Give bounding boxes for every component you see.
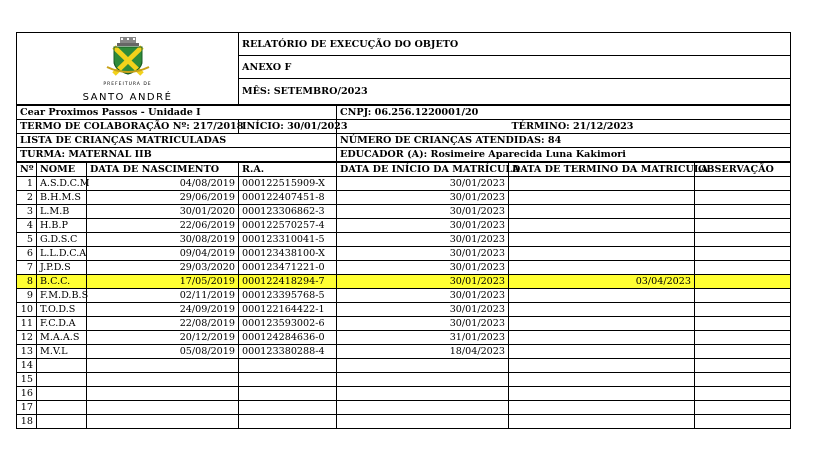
row-start-date: 30/01/2023 [337,205,509,219]
row-observation [695,401,791,415]
row-number: 17 [17,401,37,415]
row-end-date [509,205,695,219]
row-number: 5 [17,233,37,247]
row-birth-date: 22/08/2019 [87,317,239,331]
row-start-date: 30/01/2023 [337,289,509,303]
santo-andre-coat-of-arms-icon [105,37,151,77]
roster-table [16,162,791,429]
row-birth-date [87,373,239,387]
row-birth-date: 29/06/2019 [87,191,239,205]
row-ra [239,401,337,415]
row-name: A.S.D.C.M [37,177,87,191]
start-label: INÍCIO: 30/01/2023 [239,120,337,134]
row-end-date [509,233,695,247]
row-number: 1 [17,177,37,191]
row-number: 15 [17,373,37,387]
table-row [17,415,791,429]
row-number: 9 [17,289,37,303]
row-observation [695,205,791,219]
row-end-date [509,247,695,261]
row-ra: 000124284636-0 [239,331,337,345]
roster-header-row [17,163,791,177]
row-observation [695,289,791,303]
row-ra [239,415,337,429]
report-title: RELATÓRIO DE EXECUÇÃO DO OBJETO [239,33,791,56]
row-end-date [509,387,695,401]
col-header-number: Nº [17,163,37,177]
row-name [37,373,87,387]
col-header-start: DATA DE INÍCIO DA MATRÍCULA [337,163,509,177]
row-number: 4 [17,219,37,233]
header-table [16,32,791,105]
row-birth-date: 30/01/2020 [87,205,239,219]
row-observation [695,359,791,373]
row-birth-date [87,401,239,415]
row-ra: 000122418294-7 [239,275,337,289]
row-name: M.A.A.S [37,331,87,345]
row-birth-date: 24/09/2019 [87,303,239,317]
row-name: L.L.D.C.A [37,247,87,261]
row-start-date: 30/01/2023 [337,261,509,275]
row-start-date: 31/01/2023 [337,331,509,345]
row-number: 18 [17,415,37,429]
row-birth-date [87,415,239,429]
row-observation [695,247,791,261]
row-name: H.B.P [37,219,87,233]
row-ra [239,359,337,373]
row-number: 6 [17,247,37,261]
row-name [37,387,87,401]
blank-cell [337,120,509,134]
row-number: 7 [17,261,37,275]
annex-label: ANEXO F [239,56,791,79]
table-row [17,331,791,345]
row-end-date [509,289,695,303]
row-name: F.C.D.A [37,317,87,331]
row-start-date: 30/01/2023 [337,233,509,247]
table-row [17,233,791,247]
children-count: NÚMERO DE CRIANÇAS ATENDIDAS: 84 [337,134,791,148]
table-row [17,345,791,359]
row-number: 13 [17,345,37,359]
unit-name: Cear Proximos Passos - Unidade I [17,106,337,120]
row-number: 2 [17,191,37,205]
col-header-end: DATA DE TERMINO DA MATRICULA [509,163,695,177]
row-ra: 000123310041-5 [239,233,337,247]
table-row [17,275,791,289]
logo-name: SANTO ANDRÉ [82,92,173,103]
row-end-date [509,317,695,331]
table-row [17,191,791,205]
row-observation [695,219,791,233]
row-name: B.C.C. [37,275,87,289]
row-birth-date: 04/08/2019 [87,177,239,191]
table-row [17,219,791,233]
col-header-name: NOME [37,163,87,177]
row-number: 10 [17,303,37,317]
row-end-date: 03/04/2023 [509,275,695,289]
row-number: 12 [17,331,37,345]
row-start-date: 30/01/2023 [337,317,509,331]
row-start-date: 30/01/2023 [337,191,509,205]
row-end-date [509,331,695,345]
col-header-ra: R.A. [239,163,337,177]
row-ra: 000122164422-1 [239,303,337,317]
row-birth-date [87,359,239,373]
row-name: G.D.S.C [37,233,87,247]
row-observation [695,191,791,205]
row-birth-date: 22/06/2019 [87,219,239,233]
row-birth-date: 09/04/2019 [87,247,239,261]
row-name: B.H.M.S [37,191,87,205]
row-ra: 000123471221-0 [239,261,337,275]
row-end-date [509,401,695,415]
logo-caption: PREFEITURA DE [103,82,152,87]
row-end-date [509,177,695,191]
row-end-date [509,359,695,373]
row-name [37,359,87,373]
row-birth-date [87,387,239,401]
row-ra [239,387,337,401]
row-birth-date: 29/03/2020 [87,261,239,275]
row-observation [695,303,791,317]
row-start-date [337,373,509,387]
class-label: TURMA: MATERNAL IIB [17,148,337,162]
row-observation [695,317,791,331]
table-row [17,387,791,401]
row-name [37,401,87,415]
row-name: F.M.D.B.S [37,289,87,303]
row-end-date [509,261,695,275]
row-ra: 000123395768-5 [239,289,337,303]
row-name [37,415,87,429]
row-number: 8 [17,275,37,289]
row-observation [695,345,791,359]
row-start-date: 30/01/2023 [337,275,509,289]
row-name: L.M.B [37,205,87,219]
info-table [16,105,791,162]
row-ra: 000122407451-8 [239,191,337,205]
row-start-date [337,387,509,401]
row-observation [695,387,791,401]
row-number: 16 [17,387,37,401]
row-start-date: 18/04/2023 [337,345,509,359]
list-title: LISTA DE CRIANÇAS MATRICULADAS [17,134,337,148]
row-ra: 000123380288-4 [239,345,337,359]
row-observation [695,373,791,387]
row-name: J.P.D.S [37,261,87,275]
row-start-date [337,401,509,415]
row-observation [695,233,791,247]
row-number: 14 [17,359,37,373]
row-birth-date: 17/05/2019 [87,275,239,289]
table-row [17,317,791,331]
row-end-date [509,303,695,317]
col-header-obs: OBSERVAÇÃO [695,163,791,177]
row-observation [695,275,791,289]
table-row [17,247,791,261]
row-end-date [509,345,695,359]
table-row [17,261,791,275]
table-row [17,303,791,317]
educator-label: EDUCADOR (A): Rosimeire Aparecida Luna Kakimori [337,148,791,162]
row-birth-date: 05/08/2019 [87,345,239,359]
row-birth-date: 02/11/2019 [87,289,239,303]
row-ra: 000122515909-X [239,177,337,191]
row-ra: 000123306862-3 [239,205,337,219]
row-end-date [509,373,695,387]
table-row [17,289,791,303]
table-row [17,401,791,415]
table-row [17,359,791,373]
row-ra: 000123438100-X [239,247,337,261]
row-number: 11 [17,317,37,331]
month-label: MÊS: SETEMBRO/2023 [239,79,791,105]
row-start-date [337,359,509,373]
row-start-date [337,415,509,429]
row-start-date: 30/01/2023 [337,177,509,191]
row-observation [695,415,791,429]
table-row [17,373,791,387]
row-birth-date: 30/08/2019 [87,233,239,247]
table-row [17,205,791,219]
cnpj-label: CNPJ: 06.256.1220001/20 [337,106,791,120]
row-start-date: 30/01/2023 [337,247,509,261]
row-observation [695,261,791,275]
table-row [17,177,791,191]
row-ra: 000123593002-6 [239,317,337,331]
row-start-date: 30/01/2023 [337,219,509,233]
row-observation [695,331,791,345]
term-label: TERMO DE COLABORAÇÃO Nº: 217/2018 [17,120,239,134]
row-number: 3 [17,205,37,219]
row-end-date [509,415,695,429]
report-sheet [16,32,790,429]
end-label: TÉRMINO: 21/12/2023 [509,120,791,134]
row-birth-date: 20/12/2019 [87,331,239,345]
row-observation [695,177,791,191]
row-ra [239,373,337,387]
col-header-birth: DATA DE NASCIMENTO [87,163,239,177]
row-name: M.V.L [37,345,87,359]
row-end-date [509,219,695,233]
row-name: T.O.D.S [37,303,87,317]
row-end-date [509,191,695,205]
logo-cell [17,33,239,105]
row-start-date: 30/01/2023 [337,303,509,317]
row-ra: 000122570257-4 [239,219,337,233]
